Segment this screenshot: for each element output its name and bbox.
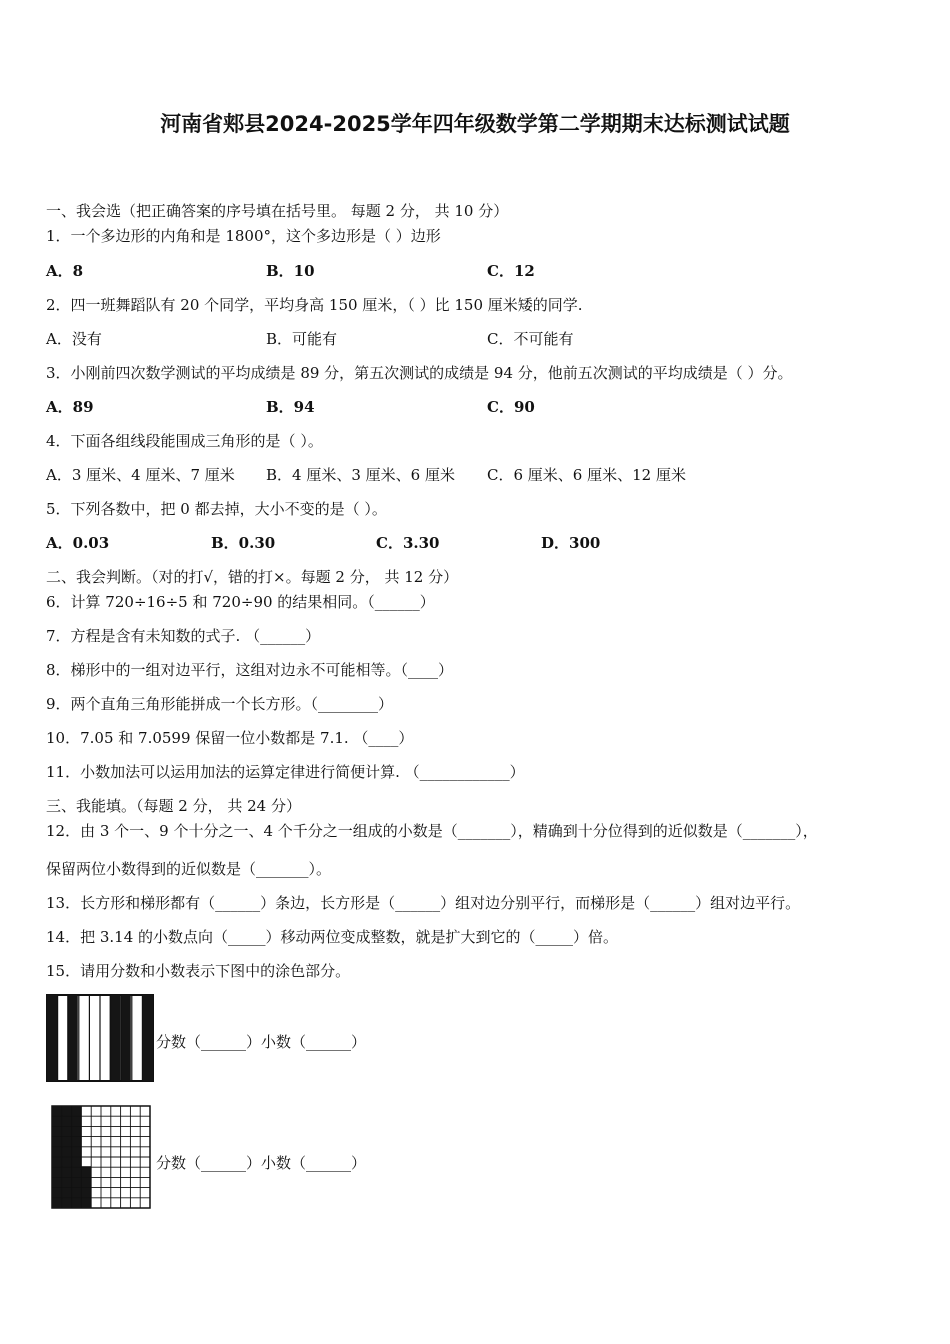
- question-4: 4．下面各组线段能围成三角形的是（ ）。: [46, 432, 323, 450]
- question-10: 10．7.05 和 7.0599 保留一位小数都是 7.1. （____）: [46, 729, 414, 747]
- q2-option-a[interactable]: A．没有: [46, 330, 102, 348]
- question-6: 6．计算 720÷16÷5 和 720÷90 的结果相同。（______）: [46, 593, 435, 611]
- question-3: 3．小刚前四次数学测试的平均成绩是 89 分，第五次测试的成绩是 94 分，他前五次测试的平均成绩是（ ）分。: [46, 364, 793, 382]
- question-13: 13．长方形和梯形都有（______）条边，长方形是（______）组对边分别平行，而梯形是（______）组对边平行。: [46, 894, 801, 912]
- question-8: 8．梯形中的一组对边平行，这组对边永不可能相等。（____）: [46, 661, 454, 679]
- shaded-cells: [81, 1166, 91, 1208]
- question-2: 2．四一班舞蹈队有 20 个同学，平均身高 150 厘米，（ ）比 150 厘米矮的同学.: [46, 296, 583, 314]
- shaded-strip: [142, 995, 153, 1081]
- q3-option-c[interactable]: C．90: [487, 398, 535, 416]
- section-3-header: 三、我能填。（每题 2 分， 共 24 分）: [46, 797, 301, 815]
- q2-option-b[interactable]: B．可能有: [266, 330, 338, 348]
- q1-option-a[interactable]: A．8: [46, 262, 84, 280]
- question-12: 12．由 3 个一、9 个十分之一、4 个千分之一组成的小数是（_______），精确到十分位得到的近似数是（_______），: [46, 822, 818, 840]
- page-title: 河南省郏县2024-2025学年四年级数学第二学期期末达标测试试题: [160, 112, 790, 136]
- q3-option-b[interactable]: B．94: [266, 398, 315, 416]
- q4-option-a[interactable]: A．3 厘米、4 厘米、7 厘米: [46, 466, 235, 484]
- question-15: 15．请用分数和小数表示下图中的涂色部分。: [46, 962, 351, 980]
- section-2-header: 二、我会判断。（对的打√，错的打×。每题 2 分， 共 12 分）: [46, 568, 459, 586]
- q4-option-b[interactable]: B．4 厘米、3 厘米、6 厘米: [266, 466, 455, 484]
- q5-option-c[interactable]: C．3.30: [376, 534, 440, 552]
- question-11: 11．小数加法可以运用加法的运算定律进行简便计算. （____________）: [46, 763, 525, 781]
- question-12-continued: 保留两位小数得到的近似数是（_______）。: [46, 860, 332, 878]
- question-5: 5．下列各数中，把 0 都去掉，大小不变的是（ ）。: [46, 500, 387, 518]
- q4-option-c[interactable]: C．6 厘米、6 厘米、12 厘米: [487, 466, 686, 484]
- figure-grid: [51, 1105, 151, 1209]
- q5-option-a[interactable]: A．0.03: [46, 534, 110, 552]
- q1-option-b[interactable]: B．10: [266, 262, 315, 280]
- question-14: 14．把 3.14 的小数点向（_____）移动两位变成整数，就是扩大到它的（_____）倍。: [46, 928, 619, 946]
- question-7: 7．方程是含有未知数的式子. （______）: [46, 627, 321, 645]
- shaded-strip: [47, 995, 58, 1081]
- figure-strips: [46, 994, 154, 1082]
- question-9: 9．两个直角三角形能拼成一个长方形。（________）: [46, 695, 394, 713]
- q2-option-c[interactable]: C．不可能有: [487, 330, 574, 348]
- question-1: 1．一个多边形的内角和是 1800°，这个多边形是（ ）边形: [46, 227, 441, 245]
- q5-option-b[interactable]: B．0.30: [211, 534, 276, 552]
- q5-option-d[interactable]: D．300: [541, 534, 601, 552]
- figure-2-answer: 分数（______）小数（______）: [156, 1154, 367, 1172]
- figure-1-answer: 分数（______）小数（______）: [156, 1033, 367, 1051]
- q3-option-a[interactable]: A．89: [46, 398, 94, 416]
- q1-option-c[interactable]: C．12: [487, 262, 535, 280]
- section-1-header: 一、我会选（把正确答案的序号填在括号里。 每题 2 分， 共 10 分）: [46, 202, 509, 220]
